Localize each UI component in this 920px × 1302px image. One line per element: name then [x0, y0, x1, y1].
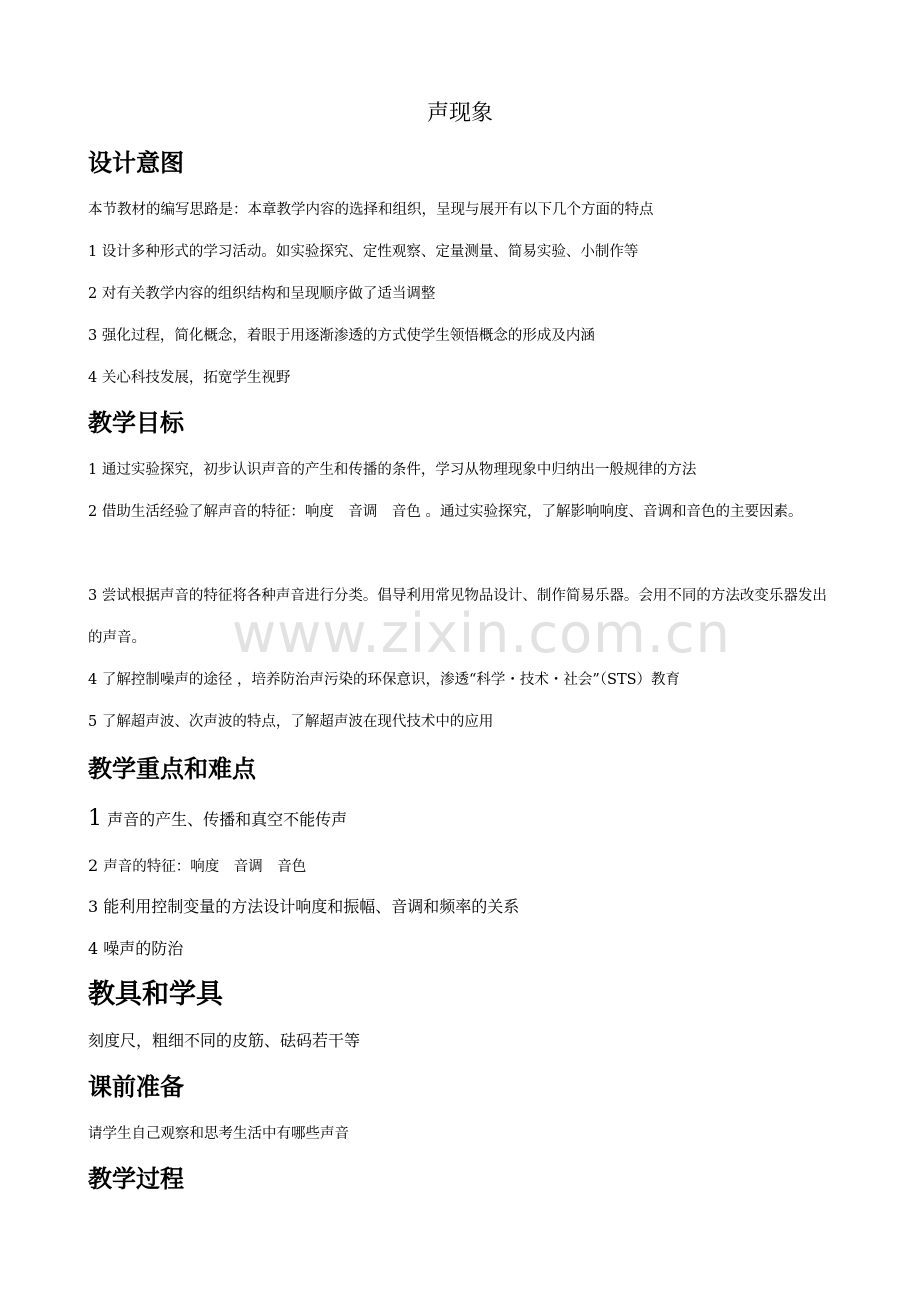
- key-point-item-3: 3 能利用控制变量的方法设计响度和振幅、音调和频率的关系: [88, 897, 520, 916]
- key-point-item-1-number: 1: [88, 806, 102, 831]
- tools-text: 刻度尺，粗细不同的皮筋、砝码若干等: [88, 1031, 361, 1050]
- design-intro: 本节教材的编写思路是：本章教学内容的选择和组织，呈现与展开有以下几个方面的特点: [88, 202, 654, 218]
- goal-item-4: 4 了解控制噪声的途径 ，培养防治声污染的环保意识，渗透“科学・技术・社会”（STS）教育: [88, 672, 681, 688]
- design-item-2: 2 对有关教学内容的组织结构和呈现顺序做了适当调整: [88, 286, 436, 302]
- key-point-item-2-text: 声音的特征：响度 音调 音色: [103, 859, 307, 875]
- document-title: 声现象: [426, 101, 493, 126]
- preparation-text: 请学生自己观察和思考生活中有哪些声音: [88, 1126, 349, 1142]
- design-item-4: 4 关心科技发展，拓宽学生视野: [88, 370, 291, 386]
- heading-design-intent: 设计意图: [88, 149, 184, 177]
- goal-item-2: 2 借助生活经验了解声音的特征：响度 音调 音色 。通过实验探究，了解影响响度、音调和音色的主要因素。: [88, 504, 803, 520]
- key-point-item-1: [88, 808, 347, 831]
- key-point-item-2: [88, 855, 306, 878]
- key-point-item-4: 4 噪声的防治: [88, 939, 184, 958]
- goal-item-5: 5 了解超声波、次声波的特点，了解超声波在现代技术中的应用: [88, 714, 494, 730]
- goal-item-3: 3 尝试根据声音的特征将各种声音进行分类。倡导利用常见物品设计、制作简易乐器。会用不同的方法改变乐器发出的声音。: [88, 588, 827, 646]
- heading-teaching-tools: 教具和学具: [88, 979, 223, 1010]
- heading-teaching-goals: 教学目标: [88, 409, 184, 437]
- design-item-1: 1 设计多种形式的学习活动。如实验探究、定性观察、定量测量、简易实验、小制作等: [88, 244, 639, 260]
- key-point-item-1-text: 声音的产生、传播和真空不能传声: [107, 810, 348, 829]
- design-item-3: 3 强化过程，简化概念，着眼于用逐渐渗透的方式使学生领悟概念的形成及内涵: [88, 328, 595, 344]
- heading-teaching-process: 教学过程: [88, 1165, 184, 1193]
- watermark-text: www.zixin.com.cn: [232, 602, 731, 665]
- goal-item-1: 1 通过实验探究，初步认识声音的产生和传播的条件，学习从物理现象中归纳出一般规律的方法: [88, 462, 697, 478]
- heading-class-preparation: 课前准备: [88, 1073, 184, 1101]
- heading-key-points: 教学重点和难点: [88, 755, 256, 783]
- key-point-item-2-number: 2: [88, 856, 99, 875]
